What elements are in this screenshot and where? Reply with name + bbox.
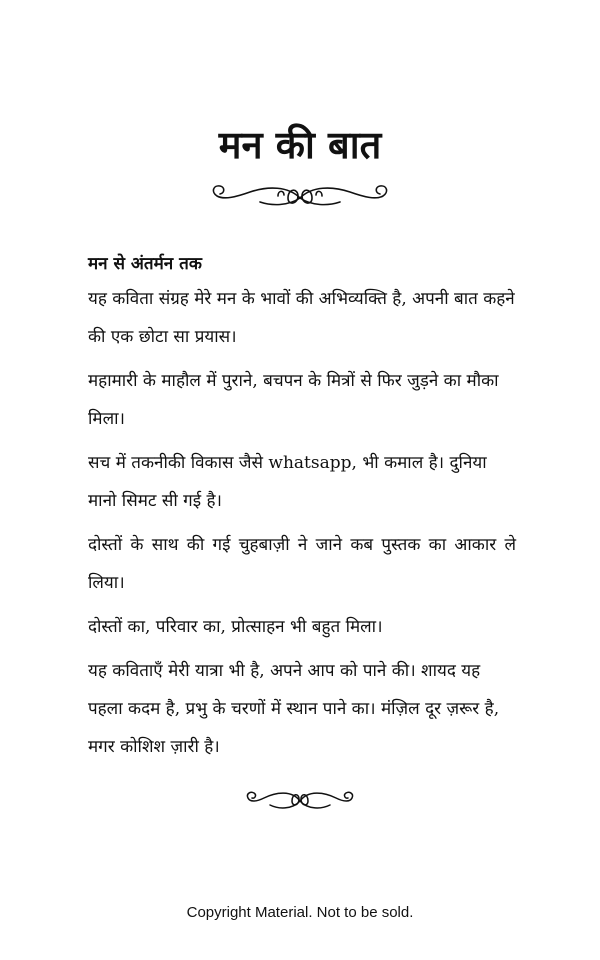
paragraph-4: दोस्तों के साथ की गई चुहबाज़ी ने जाने कब पुस्तक का आकार ले लिया। xyxy=(88,535,516,593)
paragraph-5: दोस्तों का, परिवार का, प्रोत्साहन भी बहुत मिला। xyxy=(88,617,383,637)
paragraph-2: महामारी के माहौल में पुराने, बचपन के मित्रों से फिर जुड़ने का मौका मिला। xyxy=(88,371,499,429)
copyright-notice: Copyright Material. Not to be sold. xyxy=(186,904,414,921)
preface-content xyxy=(88,250,516,772)
flourish-divider-bottom-icon xyxy=(244,784,356,818)
paragraph-6: यह कविताएँ मेरी यात्रा भी है, अपने आप को पाने की। शायद यह पहला कदम है, प्रभु के चरणों में स्थान पाने का। मंज़िल दूर ज़रूर है, मगर कोशिश ज़ारी है। xyxy=(88,661,500,757)
paragraph-3: सच में तकनीकी विकास जैसे whatsapp, भी कमाल है। दुनिया मानो सिमट सी गई है। xyxy=(88,453,487,511)
page-title: मन की बात xyxy=(218,122,382,167)
paragraph-1: यह कविता संग्रह मेरे मन के भावों की अभिव्यक्ति है, अपनी बात कहने की एक छोटा सा प्रयास। xyxy=(88,289,515,347)
flourish-divider-top-icon xyxy=(208,176,392,220)
section-heading: मन से अंतर्मन तक xyxy=(88,254,202,274)
